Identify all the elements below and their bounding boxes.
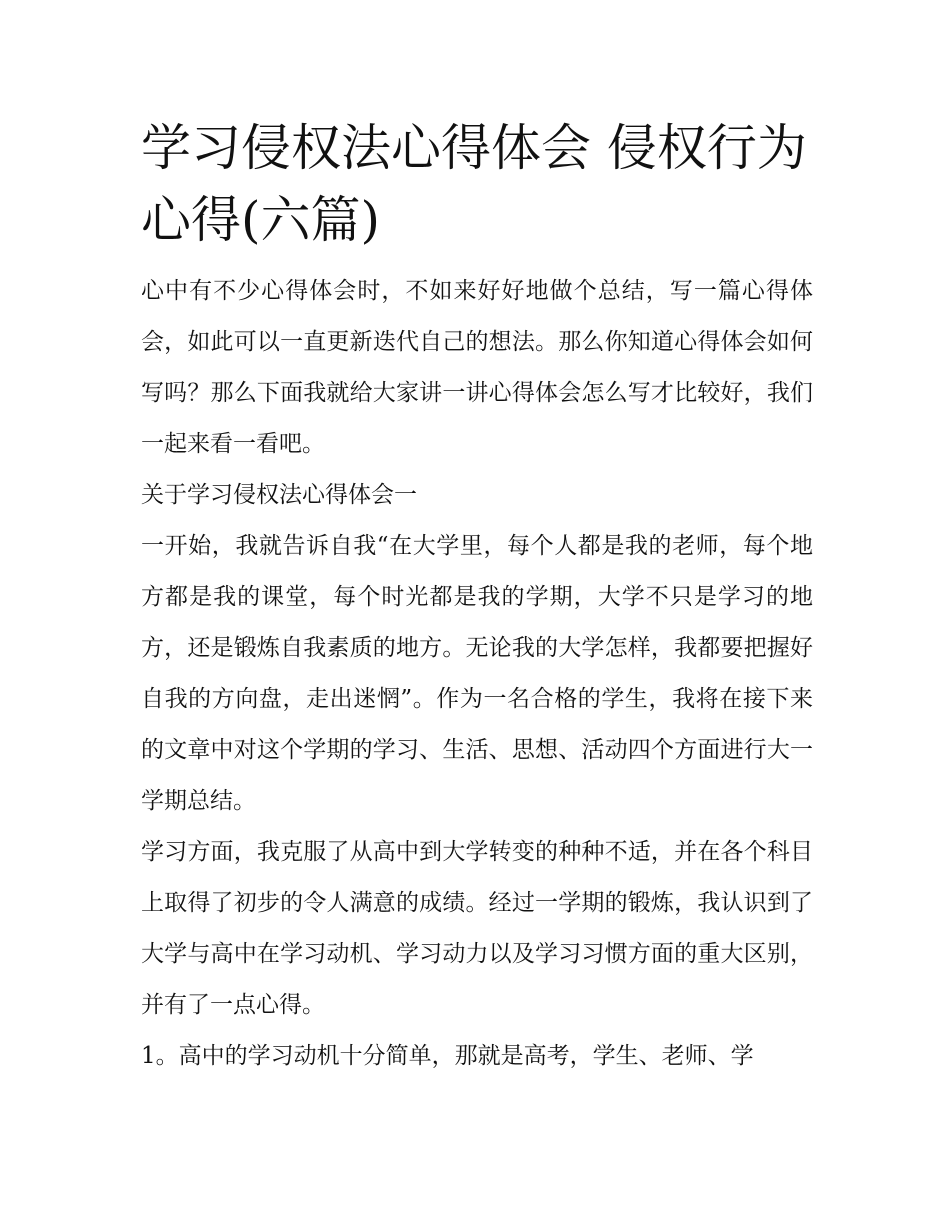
body-paragraph-2: 学习方面，我克服了从高中到大学转变的种种不适，并在各个科目上取得了初步的令人满意的成绩。经过一学期的锻炼，我认识到了大学与高中在学习动机、学习动力以及学习习惯方面的重大区别，并有了一点心得。: [141, 839, 813, 1018]
document-title: 学习侵权法心得体会 侵权行为心得(六篇): [141, 119, 807, 249]
body-paragraph-3: 1。高中的学习动机十分简单，那就是高考，学生、老师、学: [141, 1043, 754, 1069]
body-paragraph-1: 一开始，我就告诉自我“在大学里，每个人都是我的老师，每个地方都是我的课堂，每个时光都是我的学期，大学不只是学习的地方，还是锻炼自我素质的地方。无论我的大学怎样，我都要把握好自我的方向盘，走出迷惘”。作为一名合格的学生，我将在接下来的文章中对这个学期的学习、生活、思想、活动四个方面进行大一学期总结。: [141, 533, 813, 814]
intro-paragraph: 心中有不少心得体会时，不如来好好地做个总结，写一篇心得体会，如此可以一直更新迭代自己的想法。那么你知道心得体会如何写吗？那么下面我就给大家讲一讲心得体会怎么写才比较好，我们一起来看一看吧。: [141, 278, 813, 457]
section-heading: 关于学习侵权法心得体会一: [141, 482, 417, 508]
document-page: [141, 112, 813, 1082]
